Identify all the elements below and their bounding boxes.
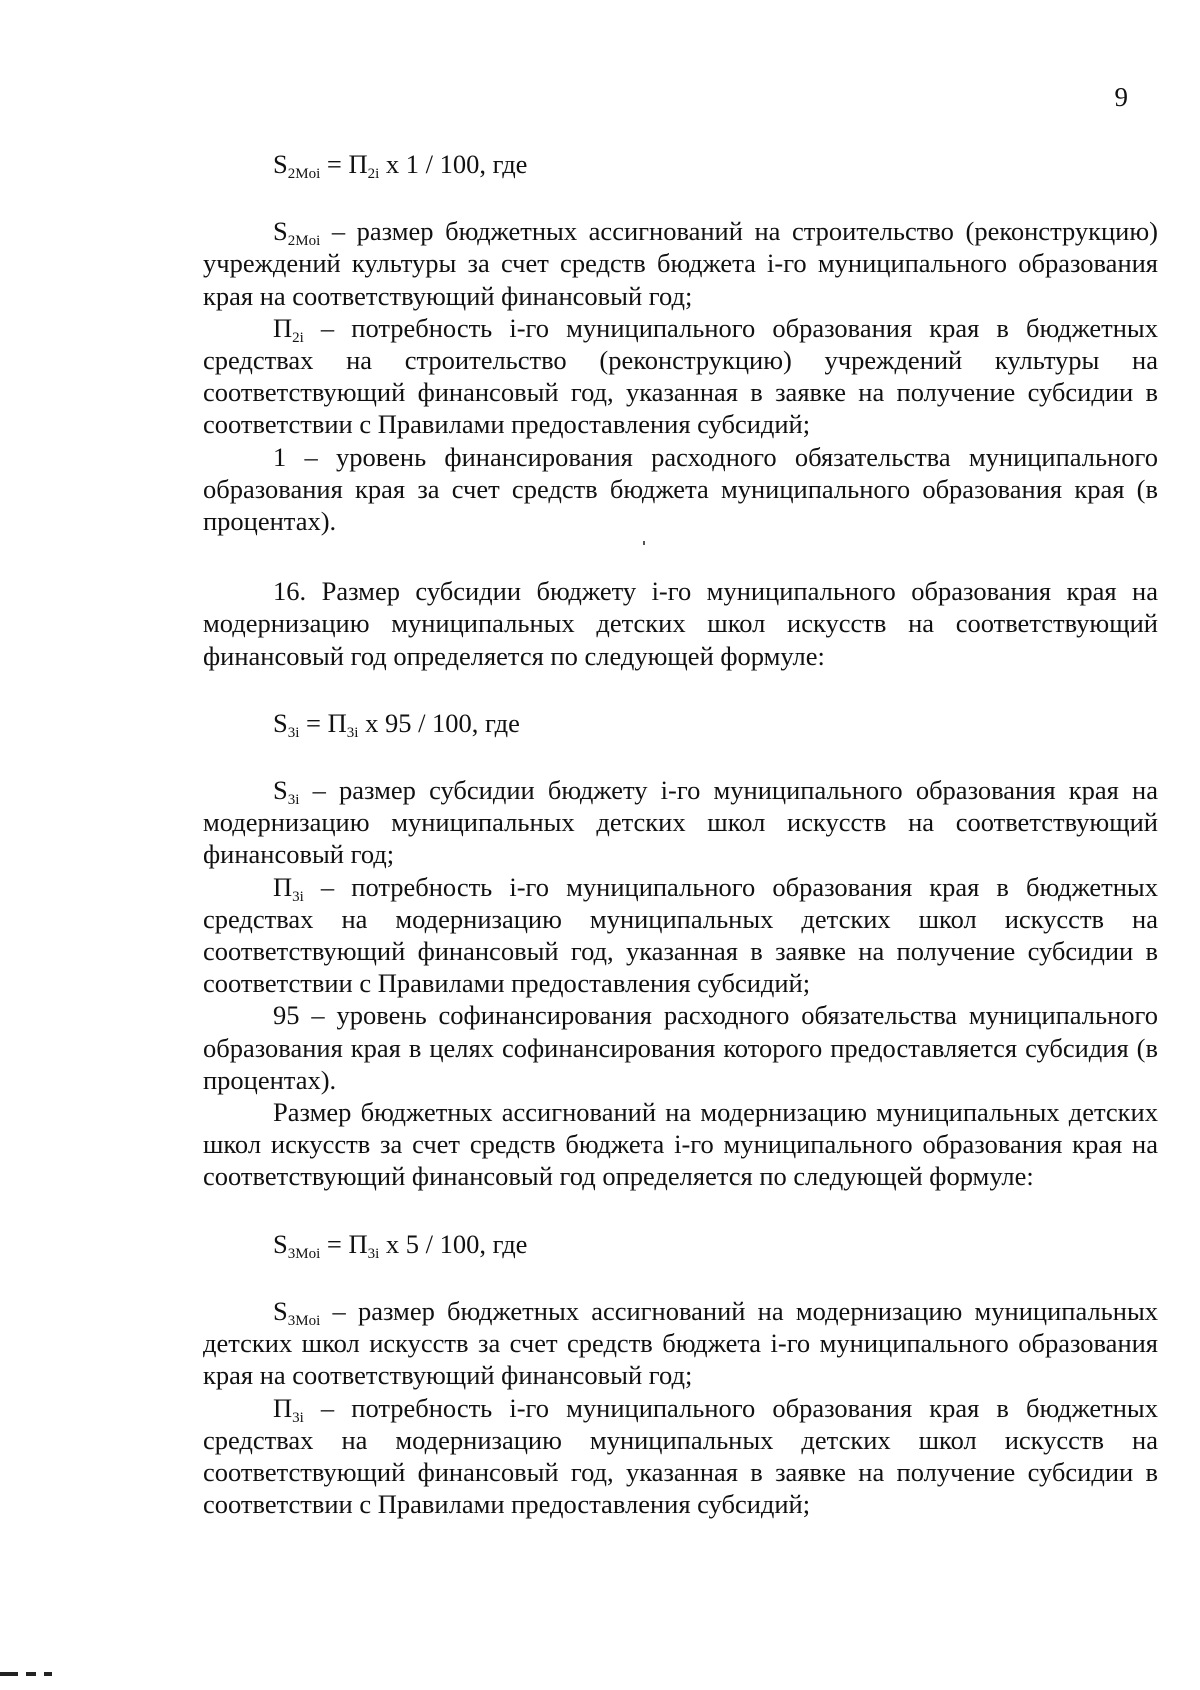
scan-edge-artifact [0,1672,70,1684]
definition-text: – размер бюджетных ассигнований на строительство (реконструкцию) учреждений культуры за счет средств бюджета i-го муниципального образования края на соответствующий финансовый год; [203,216,1158,311]
term-symbol: П [273,871,293,902]
formula-expression: х 5 / 100, где [379,1228,528,1259]
formula-subscript: 2i [367,166,380,182]
term-subscript: 3i [292,888,304,905]
formula-s2moi: $S_{2Moi} = П_{2i}$ х 1 / 100, где [273,149,528,182]
term-subscript: 2Moi [287,233,321,250]
definition-text: – размер субсидии бюджету i-го муниципального образования края на модернизацию муниципальных детских школ искусств на соответствующий финансовый год; [203,775,1158,870]
formula-s3moi: $S_{3Moi} = П_{3i}$ х 5 / 100, где [273,1228,528,1262]
scan-edge-mark [0,1672,18,1676]
definition-s3moi [203,1295,1158,1392]
definition-text: – потребность i-го муниципального образования края в бюджетных средствах на модернизацию муниципальных детских школ искусств на соответствующий финансовый год, указанная в заявке на получение субсидии в соответствии с Правилами предоставления субсидий; [203,1392,1158,1520]
term-subscript: 3Moi [287,1312,321,1329]
term-symbol: S [273,1295,288,1326]
formula-symbol: S [273,1228,288,1259]
term-symbol: П [273,312,293,343]
definition-p3i [203,871,1158,1000]
formula-subscript: 3Moi [287,1245,321,1262]
term-subscript: 2i [292,329,304,346]
page-number: 9 [1114,82,1128,112]
term-subscript: 3i [287,792,300,809]
formula-expression: х 95 / 100, где [358,707,520,738]
definition-rate-95: 95 – уровень софинансирования расходного обязательства муниципального образования края в целях софинансирования которого предоставляется субсидия (в процентах). [203,1000,1158,1095]
formula-symbol: S [273,149,288,179]
section-16-paragraph: 16. Размер субсидии бюджету i-го муниципального образования края на модернизацию муниципальных детских школ искусств на соответствующий финансовый год определяется по следующей формуле: [203,576,1158,671]
definition-p3i-second [203,1392,1158,1521]
term-symbol: S [273,775,288,806]
formula-s3i: $S_{3i} = П_{3i}$ х 95 / 100, где [273,707,520,741]
allocation-paragraph: Размер бюджетных ассигнований на модернизацию муниципальных детских школ искусств за счет средств бюджета i-го муниципального образования края на соответствующий финансовый год определяется по следующей формуле: [203,1097,1158,1192]
scan-edge-mark [44,1672,52,1676]
definition-text: – потребность i-го муниципального образования края в бюджетных средствах на строительство (реконструкцию) учреждений культуры на соответствующий финансовый год, указанная в заявке на получение субсидии в соответствии с Правилами предоставления субсидий; [203,312,1158,440]
definition-s3i [203,774,1158,871]
definition-rate-1: 1 – уровень финансирования расходного обязательства муниципального образования края за счет средств бюджета муниципального образования края (в процентах). [203,441,1158,537]
formula-subscript: 3i [287,724,300,741]
formula-symbol: П [348,149,368,179]
formula-subscript: 3i [346,724,359,741]
definition-text: – размер бюджетных ассигнований на модернизацию муниципальных детских школ искусств за счет средств бюджета i-го муниципального образования края на соответствующий финансовый год; [203,1295,1158,1391]
term-subscript: 3i [292,1409,304,1426]
term-symbol: П [273,1392,293,1423]
definition-p2i [203,312,1158,441]
definition-text: – потребность i-го муниципального образования края в бюджетных средствах на модернизацию муниципальных детских школ искусств на соответствующий финансовый год, указанная в заявке на получение субсидии в соответствии с Правилами предоставления субсидий; [203,871,1158,999]
term-symbol: S [273,216,288,247]
spacer [203,537,1158,575]
scan-speck [643,541,645,545]
formula-subscript: 3i [367,1245,380,1262]
formula-symbol: S [273,707,288,738]
formula-symbol: П [348,1228,368,1259]
formula-expression: х 1 / 100, где [379,149,528,179]
scan-edge-mark [26,1672,36,1676]
formula-symbol: П [327,707,347,738]
document-body [203,148,1158,1520]
formula-subscript: 2Moi [287,166,321,182]
definition-s2moi [203,215,1158,312]
